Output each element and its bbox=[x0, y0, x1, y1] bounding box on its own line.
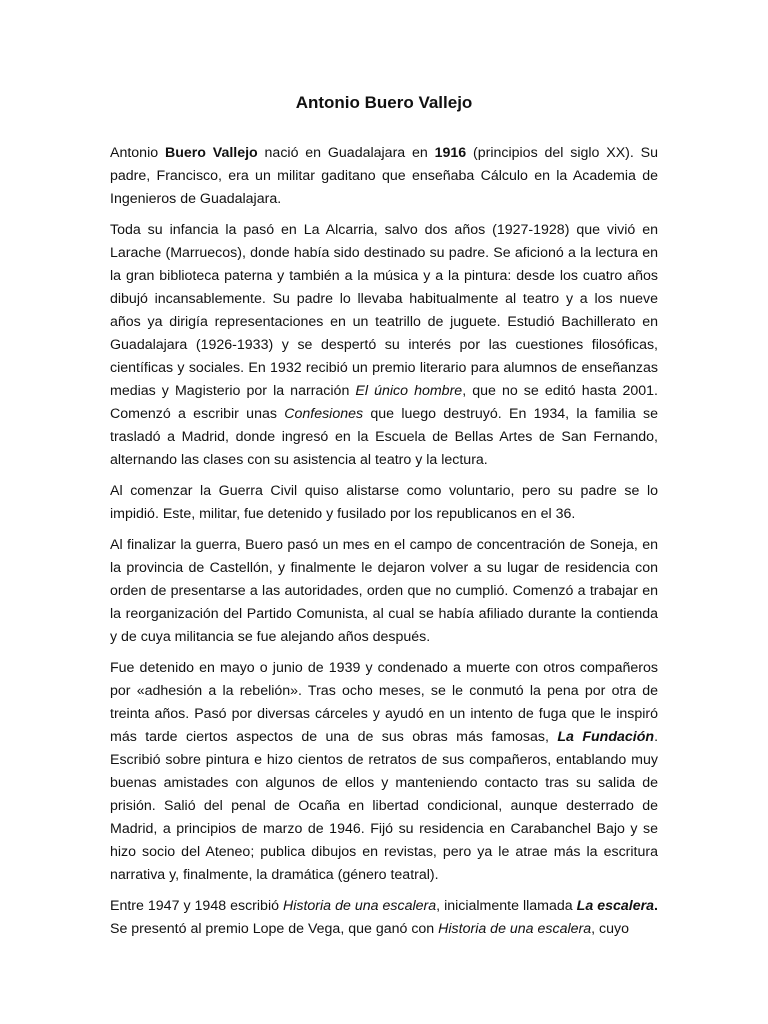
paragraph-text: Se presentó al premio Lope de Vega, que ganó con bbox=[110, 921, 439, 937]
paragraph-birth bbox=[110, 142, 658, 211]
paragraph-text: Al comenzar la Guerra Civil quiso alistarse como voluntario, pero su padre se lo impidió. Este, militar, fue detenido y fusilado por los republicanos en el 36. bbox=[110, 483, 658, 522]
italic-work-title: Historia de una escalera bbox=[282, 898, 437, 914]
bold-year: 1916 bbox=[434, 145, 467, 161]
paragraph-escalera bbox=[110, 895, 658, 941]
italic-work-title: Confesiones bbox=[284, 406, 364, 422]
paragraph-text: , cuyo bbox=[591, 921, 629, 937]
bold-italic-work-title: La escalera bbox=[576, 898, 655, 914]
paragraph-civil-war bbox=[110, 480, 658, 526]
paragraph-text: Fue detenido en mayo o junio de 1939 y condenado a muerte con otros compañeros por «adhesión a la rebelión». Tras ocho meses, se le conmutó la pena por otra de treinta años. Pasó por diversas cárceles y ayudó en un intento de fuga que le inspiró más tarde ciertos aspectos de una de sus obras más famosas, bbox=[110, 660, 658, 745]
paragraph-text: Entre 1947 y 1948 escribió bbox=[110, 898, 283, 914]
paragraph-text: . Escribió sobre pintura e hizo cientos de retratos de sus compañeros, entablando muy buenas amistades con algunos de ellos y manteniendo contacto tras su salida de prisión. Salió del penal de Ocaña en libertad condicional, aunque desterrado de Madrid, a principios de marzo de 1946. Fijó su residencia en Carabanchel Bajo y se hizo socio del Ateneo; publica dibujos en revistas, pero ya le atrae más la escritura narrativa y, finalmente, la dramática (género teatral). bbox=[110, 729, 659, 883]
paragraph-text: , que no se editó hasta 2001. Comenzó a escribir unas bbox=[110, 383, 658, 422]
paragraph-text: nació en Guadalajara en bbox=[257, 145, 435, 161]
paragraph-text: , inicialmente llamada bbox=[436, 898, 577, 914]
paragraph-text: (principios del siglo XX). Su padre, Francisco, era un militar gaditano que enseñaba Cálculo en la Academia de Ingenieros de Guadalajara. bbox=[110, 145, 659, 207]
document-title: Antonio Buero Vallejo bbox=[295, 93, 473, 112]
paragraph-prison bbox=[110, 657, 658, 887]
bold-italic-work-title: La Fundación bbox=[557, 729, 655, 745]
paragraph-post-war bbox=[110, 534, 658, 649]
bold-period: . bbox=[654, 898, 658, 914]
paragraph-text: Antonio bbox=[110, 145, 165, 161]
paragraph-text: Toda su infancia la pasó en La Alcarria, salvo dos años (1927-1928) que vivió en Larache (Marruecos), donde había sido destinado su padre. Se aficionó a la lectura en la gran biblioteca paterna y también a la música y a la pintura: desde los cuatro años dibujó incansablemente. Su padre lo llevaba habitualmente al teatro y a los nueve años ya dirigía representaciones en un teatrillo de juguete. Estudió Bachillerato en Guadalajara (1926-1933) y se despertó su interés por las cuestiones filosóficas, científicas y sociales. En 1932 recibió un premio literario para alumnos de enseñanzas medias y Magisterio por la narración bbox=[110, 222, 658, 399]
bold-name: Buero Vallejo bbox=[164, 145, 258, 161]
document-page bbox=[110, 88, 658, 949]
italic-work-title: Historia de una escalera bbox=[438, 921, 592, 937]
paragraph-childhood bbox=[110, 219, 658, 472]
paragraph-text: que luego destruyó. En 1934, la familia se trasladó a Madrid, donde ingresó en la Escuela de Bellas Artes de San Fernando, alternando las clases con su asistencia al teatro y la lectura. bbox=[110, 406, 658, 468]
italic-work-title: El único hombre bbox=[355, 383, 463, 399]
paragraph-text: Al finalizar la guerra, Buero pasó un mes en el campo de concentración de Soneja, en la provincia de Castellón, y finalmente le dejaron volver a su lugar de residencia con orden de presentarse a las autoridades, orden que no cumplió. Comenzó a trabajar en la reorganización del Partido Comunista, al cual se había afiliado durante la contienda y de cuya militancia se fue alejando años después. bbox=[110, 537, 658, 645]
